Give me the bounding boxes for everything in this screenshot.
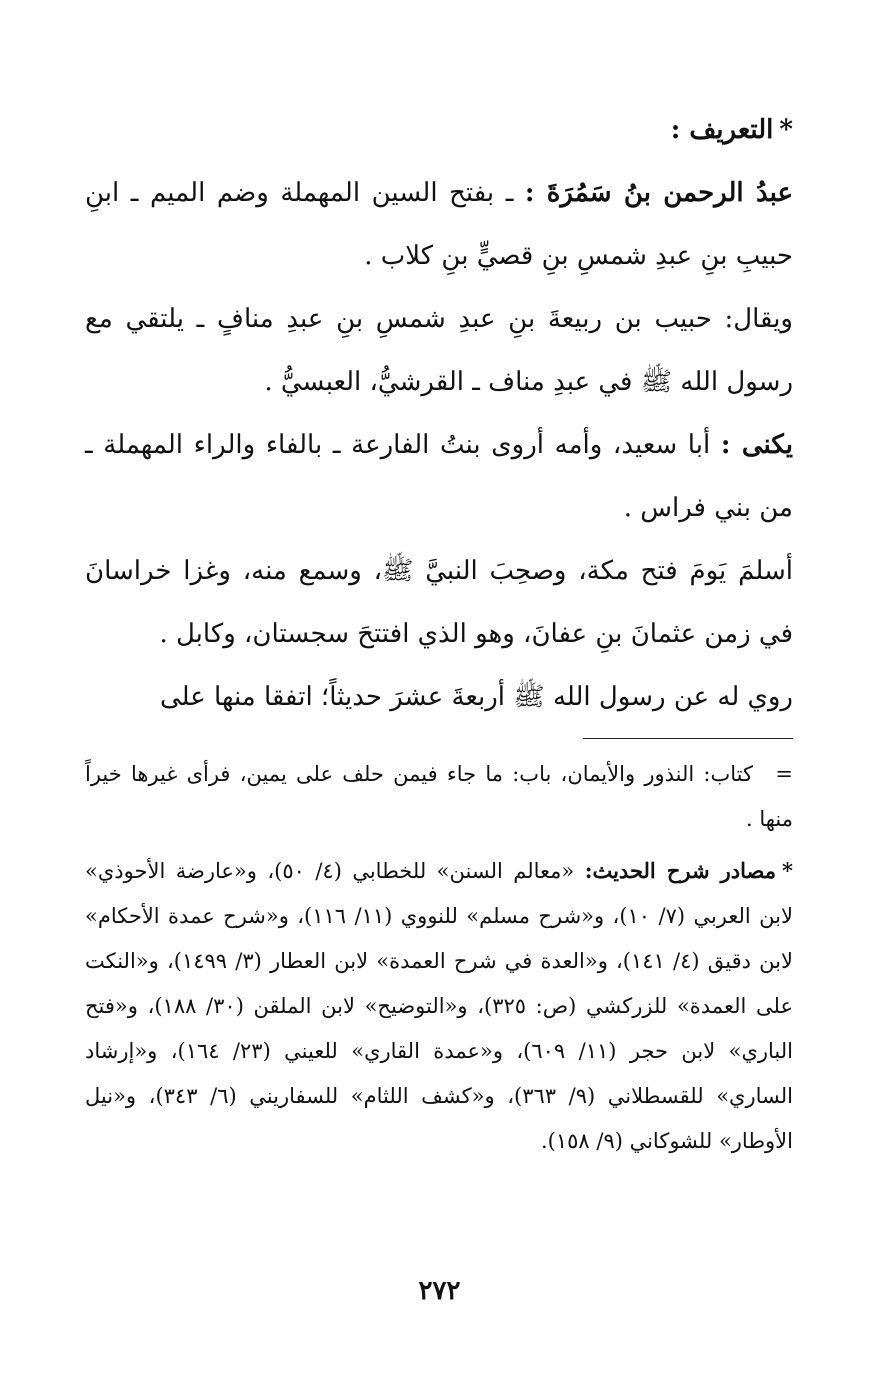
heading-label: التعريف : <box>670 115 774 145</box>
main-text <box>85 108 793 729</box>
heading-star: * <box>779 115 793 145</box>
footnotes <box>85 752 793 1164</box>
name-vocalization: ـ بفتح السين المهملة وضم الميم ـ ابنِ حبيبِ بنِ عبدِ شمسِ بنِ قصيٍّ بنِ كلاب . <box>85 178 793 271</box>
section-heading <box>85 108 793 152</box>
paragraph-kunya <box>85 414 793 540</box>
footnote-sources <box>85 848 793 1164</box>
footnote-continuation <box>85 752 793 842</box>
paragraph-conversion: أسلمَ يَومَ فتح مكة، وصحِبَ النبيَّ ﷺ، وسمع منه، وغزا خراسانَ في زمن عثمانَ بنِ عفانَ، وهو الذي افتتحَ سجستان، وكابل . <box>85 556 793 649</box>
sources-label: مصادر شرح الحديث: <box>584 858 777 883</box>
footnote-separator <box>583 738 793 739</box>
paragraph-name <box>85 162 793 288</box>
person-name: عبدُ الرحمن بنُ سَمُرَةَ : <box>524 178 793 208</box>
sources-text: «معالم السنن» للخطابي (٤/ ٥٠)، و«عارضة الأحوذي» لابن العربي (٧/ ١٠)، و«شرح مسلم» للنووي (١١/ ١١٦)، و«شرح عمدة الأحكام» لابن دقيق (٤/ ١٤١)، و«العدة في شرح العمدة» لابن العطار (٣/ ١٤٩٩)، و«النكت على العمدة» للزركشي (ص: ٣٢٥)، و«التوضيح» لابن الملقن (٣٠/ ١٨٨)، و«فتح الباري» لابن حجر (١١/ ٦٠٩)، و«عمدة القاري» للعيني (٢٣/ ١٦٤)، و«إرشاد الساري» للقسطلاني (٩/ ٣٦٣)، و«كشف اللثام» للسفاريني (٦/ ٣٤٣)، و«نيل الأوطار» للشوكاني (٩/ ١٥٨). <box>85 859 793 1153</box>
paragraph-narrations: روي له عن رسول الله ﷺ أربعةَ عشرَ حديثاً؛ اتفقا منها على <box>159 682 793 712</box>
page-number: ٢٧٢ <box>418 1276 461 1306</box>
kunya-label: يكنى : <box>720 430 793 460</box>
sources-star: * <box>782 858 793 883</box>
footnote-text: كتاب: النذور والأيمان، باب: ما جاء فيمن حلف على يمين، فرأى غيرها خيراً منها . <box>85 762 793 831</box>
kunya-text: أبا سعيد، وأمه أروى بنتُ الفارعة ـ بالفاء والراء المهملة ـ من بني فراس . <box>85 430 793 523</box>
paragraph-alt-lineage: ويقال: حبيب بن ربيعةَ بنِ عبدِ شمسِ بنِ عبدِ منافٍ ـ يلتقي مع رسول الله ﷺ في عبدِ مناف ـ القرشيُّ، العبسيُّ . <box>85 304 793 397</box>
continuation-mark: = <box>775 762 793 786</box>
